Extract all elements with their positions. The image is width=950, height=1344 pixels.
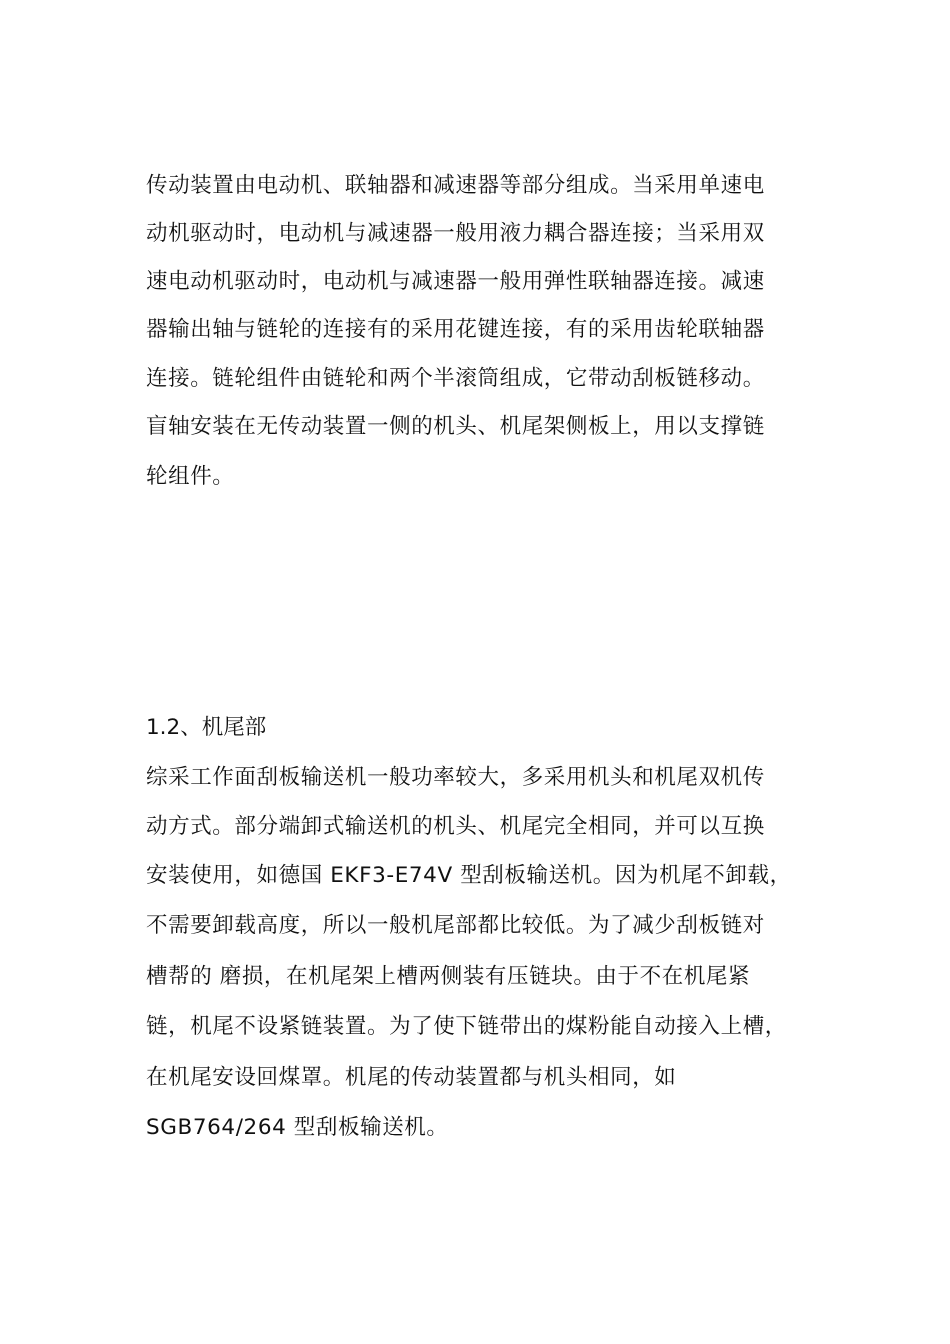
paragraph2-line-2: 动方式。部分端卸式输送机的机头、机尾完全相同，并可以互换 [146, 814, 765, 839]
paragraph1-line-1: 传动装置由电动机、联轴器和减速器等部分组成。当采用单速电 [146, 173, 765, 198]
paragraph2-line-4: 不需要卸载高度，所以一般机尾部都比较低。为了减少刮板链对 [146, 913, 765, 938]
paragraph2-line-3: 安装使用，如德国 EKF3-E74V 型刮板输送机。因为机尾不卸载， [146, 863, 792, 888]
paragraph1-line-6: 盲轴安装在无传动装置一侧的机头、机尾架侧板上，用以支撑链 [146, 414, 765, 439]
paragraph1-line-4: 器输出轴与链轮的连接有的采用花键连接，有的采用齿轮联轴器 [146, 317, 765, 342]
paragraph2-line-8: SGB764/264 型刮板输送机。 [146, 1115, 449, 1140]
paragraph1-line-2: 动机驱动时，电动机与减速器一般用液力耦合器连接；当采用双 [146, 221, 765, 246]
paragraph1-line-5: 连接。链轮组件由链轮和两个半滚筒组成，它带动刮板链移动。 [146, 366, 765, 391]
paragraph1-line-3: 速电动机驱动时，电动机与减速器一般用弹性联轴器连接。减速 [146, 269, 765, 294]
paragraph2-line-6: 链，机尾不设紧链装置。为了使下链带出的煤粉能自动接入上槽， [146, 1014, 787, 1039]
section-heading: 1.2、机尾部 [146, 715, 267, 740]
paragraph1-line-7: 轮组件。 [146, 464, 235, 489]
paragraph2-line-7: 在机尾安设回煤罩。机尾的传动装置都与机头相同，如 [146, 1065, 677, 1090]
paragraph2-line-5: 槽帮的 磨损，在机尾架上槽两侧装有压链块。由于不在机尾紧 [146, 964, 751, 989]
paragraph2-line-1: 综采工作面刮板输送机一般功率较大，多采用机头和机尾双机传 [146, 765, 765, 790]
